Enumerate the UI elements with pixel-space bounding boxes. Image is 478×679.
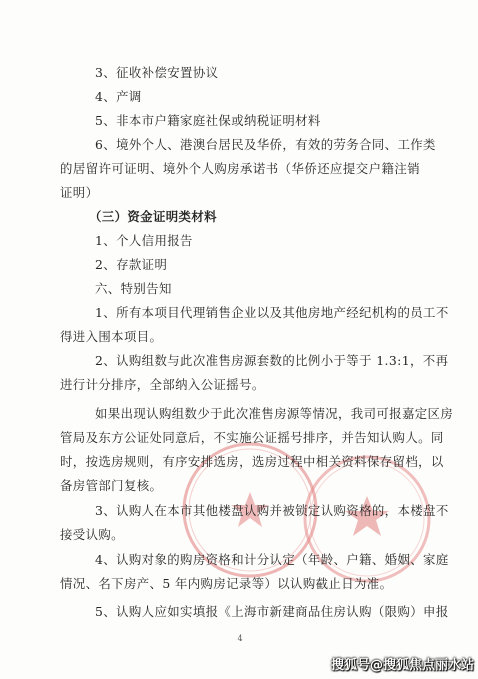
text-line: 1、个人信用报告 [95,233,193,248]
text-line: 6、境外个人、港澳台居民及华侨，有效的劳务合同、工作类 [95,137,436,152]
watermark: 搜狐号@搜狐焦点丽水站 [330,658,474,673]
text-line: 得进入围本项目。 [60,329,163,344]
text-line: 管局及东方公证处同意后，不实施公证摇号排序，并告知认购人。同 [60,430,444,445]
section-heading: （三）资金证明类材料 [89,209,217,224]
text-line: 4、认购对象的购房资格和计分认定（年龄、户籍、婚姻、家庭 [95,552,449,567]
text-line: 备房管部门复核。 [60,478,163,493]
text-line: 3、征收补偿安置协议 [95,65,219,80]
text-line: 证明） [60,185,99,200]
text-line: 进行计分排序，全部纳入公证摇号。 [60,377,265,392]
text-line: 情况、名下房产、5 年内购房记录等）以认购截止日为准。 [60,576,393,591]
text-line: 的居留许可证明、境外个人购房承诺书（华侨还应提交户籍注销 [60,161,420,176]
text-line: 3、认购人在本市其他楼盘认购并被锁定认购资格的，本楼盘不 [95,503,449,518]
text-line: 2、认购组数与此次准售房源套数的比例小于等于 1.3:1，不再 [95,353,449,368]
text-line: 2、存款证明 [95,257,168,272]
text-line: 接受认购。 [60,527,124,542]
section-heading: 六、特别告知 [95,281,172,296]
text-line: 5、非本市户籍家庭社保或纳税证明材料 [95,113,321,128]
text-line: 1、所有本项目代理销售企业以及其他房地产经纪机构的员工不 [95,305,449,320]
text-line: 时，按选房规则，有序安排选房，选房过程中相关资料保存留档，以 [60,454,444,469]
text-line: 5、认购人应如实填报《上海市新建商品住房认购（限购）申报 [95,604,449,619]
text-line: 4、产调 [95,89,142,104]
text-line: 如果出现认购组数少于此次准售房源等情况，我司可报嘉定区房 [95,406,454,421]
page-number: 4 [237,634,243,643]
